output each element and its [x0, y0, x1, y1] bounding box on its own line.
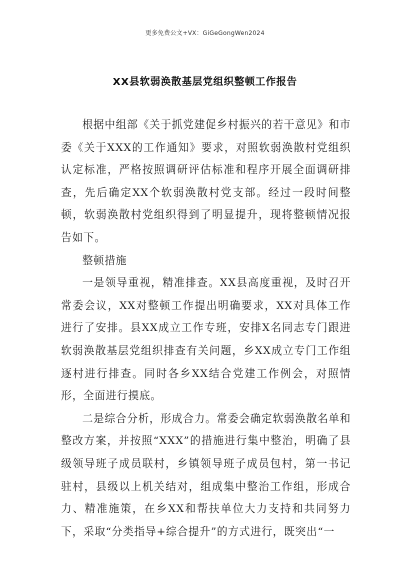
- section-heading: 整顿措施: [82, 254, 127, 267]
- intro-paragraph: 根据中组部《关于抓党建促乡村振兴的若干意见》和市委《关于XXX的工作通知》要求，对照软弱涣散村党组织认定标准，严格按照调研评估标准和程序开展全面调研排查，先后确定XX个软弱涣散村党支部。经过一段时间整顿，软弱涣散村党组织得到了明显提升，现将整顿情况报告如下。: [61, 119, 351, 244]
- header-note: 更多免费公文+VX：GiGeGongWen2024: [145, 30, 265, 37]
- measure-paragraph-1: 一是领导重视，精准排查。XX县高度重视，及时召开常委会议，XX对整顿工作提出明确要求，XX对具体工作进行了安排。县XX成立工作专班，安排X名同志专门跟进软弱涣散基层党组织排查有关问题，乡XX成立专门工作组逐村进行排查。同时各乡XX结合党建工作例会，对照情形，全面进行摸底。: [61, 277, 351, 403]
- document-body: [61, 114, 351, 543]
- document-title: XX县软弱涣散基层党组织整顿工作报告: [112, 77, 298, 88]
- measure-paragraph-2: 二是综合分析，形成合力。常委会确定软弱涣散名单和整改方案，并按照“XXX”的措施进行集中整治，明确了县级领导班子成员联村，乡镇领导班子成员包村，第一书记驻村，县级以上机关结对，组成集中整治工作组，形成合力、精准施策，在乡XX和帮扶单位大力支持和共同努力下，采取“分类指导+综合提升”的方式进行，既突出“一: [61, 412, 351, 538]
